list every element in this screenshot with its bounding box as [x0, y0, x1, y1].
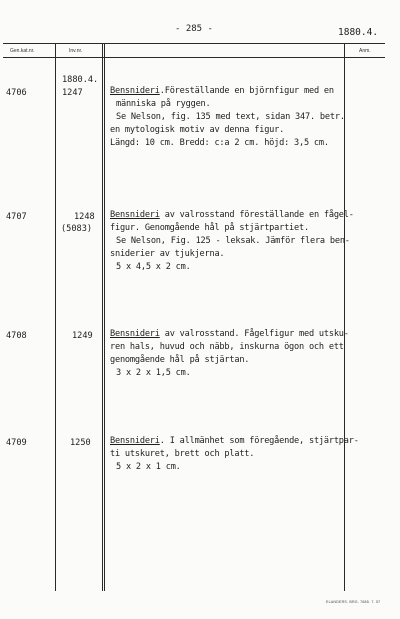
header-bottom-rule	[3, 57, 385, 58]
inv-nr: 1249	[72, 331, 93, 341]
inv-nr: 1248	[74, 212, 95, 222]
entry-text	[110, 435, 359, 474]
entry-line: Se Nelson, Fig. 125 - leksak. Jämför flera ben-	[116, 236, 350, 246]
entry-line: 3 x 2 x 1,5 cm.	[116, 368, 191, 378]
col-header-anm: Anm.	[359, 48, 371, 54]
column-rule-2	[102, 43, 103, 591]
header-top-rule	[3, 43, 385, 44]
inv-nr: 1250	[70, 438, 91, 448]
inv-nr-alt: (5083)	[61, 224, 93, 234]
entry-text	[110, 209, 354, 274]
entry-line: av valrosstand. Fågelfigur med utsku-	[159, 329, 349, 339]
entry-line: .Föreställande en björnfigur med en	[159, 86, 334, 96]
entry-line: Se Nelson, fig. 135 med text, sidan 347. betr.	[116, 112, 345, 122]
printer-footer: ELANDERS. BRG. 7685. 7. 57	[326, 600, 381, 604]
entry-line: människa på ryggen.	[116, 99, 211, 109]
entry-line: Längd: 10 cm. Bredd: c:a 2 cm. höjd: 3,5 cm.	[110, 138, 329, 148]
inv-nr: 1247	[62, 88, 83, 98]
year-reference: 1880.4.	[338, 27, 379, 38]
gen-kat-nr: 4708	[6, 331, 27, 341]
entry-title: Bensnideri	[110, 210, 160, 220]
entry-line: en mytologisk motiv av denna figur.	[110, 125, 285, 135]
inv-series: 1880.4.	[62, 75, 99, 85]
entry-line: genomgående hål på stjärtan.	[110, 355, 250, 365]
entry-line: av valrosstand föreställande en fågel-	[159, 210, 354, 220]
entry-line: sniderier av tjukjerna.	[110, 249, 225, 259]
entry-text	[110, 85, 345, 150]
entry-title: Bensnideri	[110, 86, 160, 96]
page-number: - 285 -	[175, 24, 213, 34]
column-rule-1	[55, 43, 56, 591]
gen-kat-nr: 4709	[6, 438, 27, 448]
entry-line: ti utskuret, brett och platt.	[110, 449, 255, 459]
entry-line: 5 x 2 x 1 cm.	[116, 462, 181, 472]
gen-kat-nr: 4706	[6, 88, 27, 98]
column-rule-3	[104, 43, 105, 591]
entry-line: figur. Genomgående hål på stjärtpartiet.	[110, 223, 309, 233]
gen-kat-nr: 4707	[6, 212, 27, 222]
col-header-inv-nr: Inv.nr.	[69, 48, 83, 54]
entry-line: ren hals, huvud och näbb, inskurna ögon och ett	[110, 342, 344, 352]
entry-title: Bensnideri	[110, 436, 160, 446]
col-header-gen-kat-nr: Gen.kat.nr.	[10, 48, 35, 54]
entry-text	[110, 328, 349, 380]
entry-title: Bensnideri	[110, 329, 160, 339]
entry-line: 5 x 4,5 x 2 cm.	[116, 262, 191, 272]
entry-line: . I allmänhet som föregående, stjärtpar-	[159, 436, 359, 446]
